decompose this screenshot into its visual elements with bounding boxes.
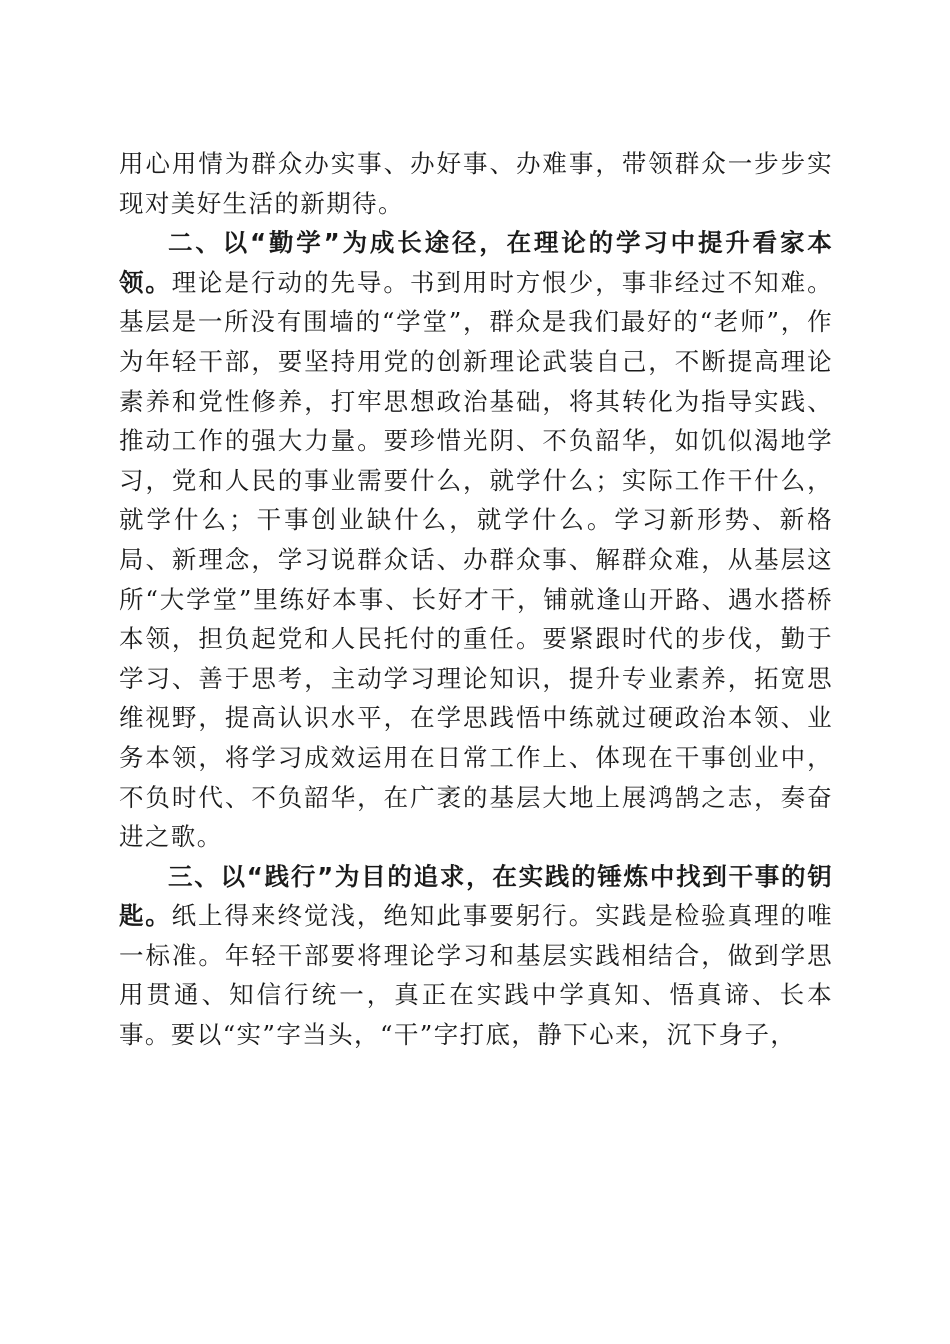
paragraph-body: 用心用情为群众办实事、办好事、办难事，带领群众一步步实现对美好生活的新期待。 <box>119 149 833 218</box>
paragraph-body: 纸上得来终觉浅，绝知此事要躬行。实践是检验真理的唯一标准。年轻干部要将理论学习和基层实践相结合，做到学思用贯通、知信行统一，真正在实践中学真知、悟真谛、长本事。要以“实”字当头，“干”字打底，静下心来，沉下身子， <box>119 901 833 1050</box>
paragraph-body: 理论是行动的先导。书到用时方恨少，事非经过不知难。基层是一所没有围墙的“学堂”，群众是我们最好的“老师”，作为年轻干部，要坚持用党的创新理论武装自己，不断提高理论素养和党性修养，打牢思想政治基础，将其转化为指导实践、推动工作的强大力量。要珍惜光阴、不负韶华，如饥似渴地学习，党和人民的事业需要什么，就学什么；实际工作干什么，就学什么；干事创业缺什么，就学什么。学习新形势、新格局、新理念，学习说群众话、办群众事、解群众难，从基层这所“大学堂”里练好本事、长好才干，铺就逢山开路、遇水搭桥本领，担负起党和人民托付的重任。要紧跟时代的步伐，勤于学习、善于思考，主动学习理论知识，提升专业素养，拓宽思维视野，提高认识水平，在学思践悟中练就过硬政治本领、业务本领，将学习成效运用在日常工作上、体现在干事创业中，不负时代、不负韶华，在广袤的基层大地上展鸿鹄之志，奏奋进之歌。 <box>119 267 833 852</box>
paragraph-continuation <box>119 144 833 223</box>
section-heading: 二、以“勤学”为成长途径，在理论的学习中提升看家本领。 <box>119 228 833 297</box>
section-heading: 三、以“践行”为目的追求，在实践的锤炼中找到干事的钥匙。 <box>119 861 833 931</box>
paragraph-section-three <box>119 857 833 1055</box>
document-body <box>119 144 833 1055</box>
paragraph-section-two <box>119 223 833 857</box>
